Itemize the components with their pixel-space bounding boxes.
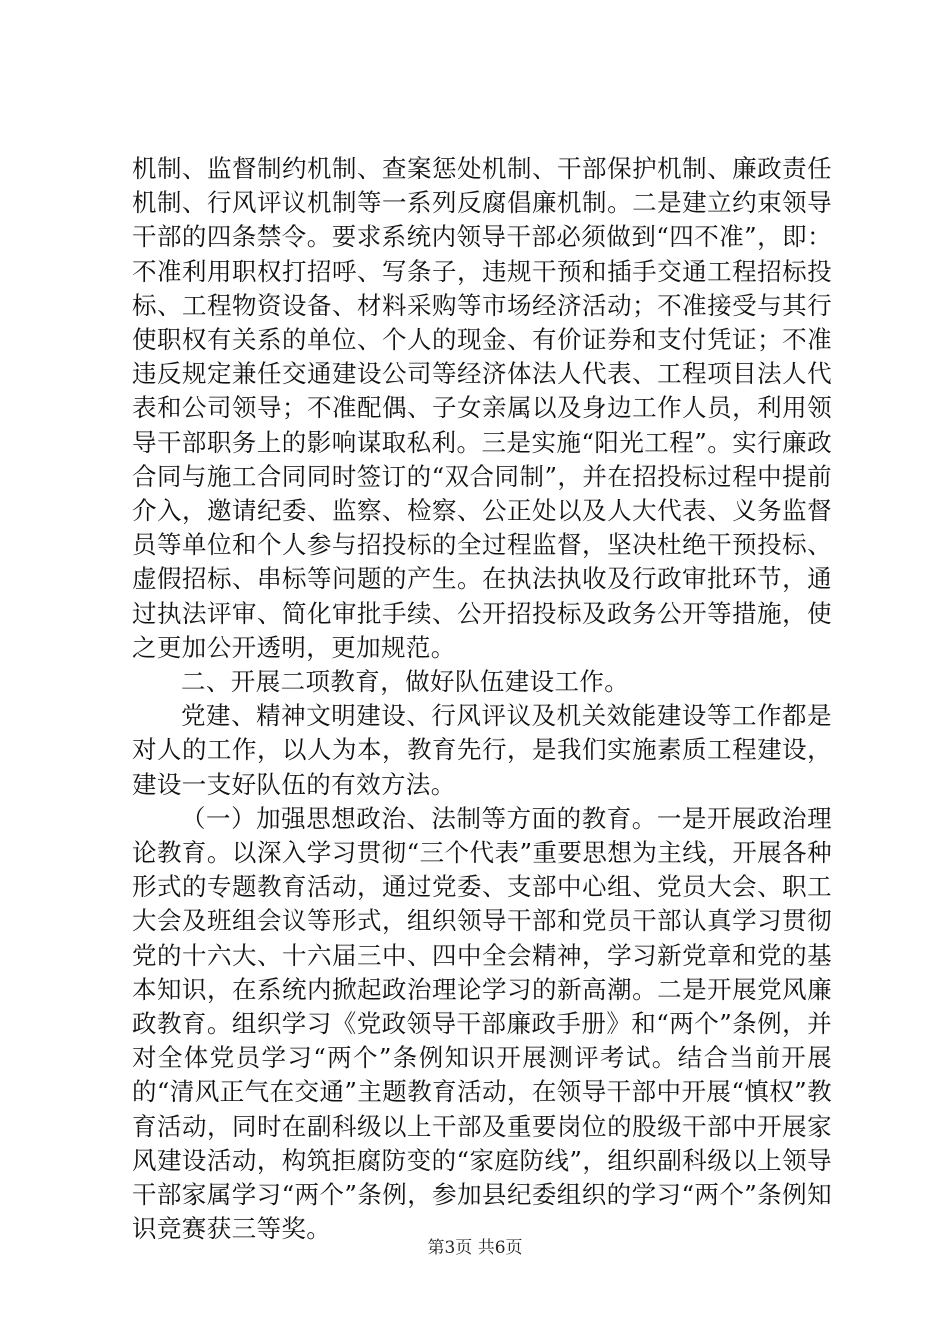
- document-body: [132, 152, 832, 1247]
- paragraph-education-first: 党建、精神文明建设、行风评议及机关效能建设等工作都是对人的工作，以人为本，教育先行，是我们实施素质工程建设，建设一支好队伍的有效方法。: [132, 701, 832, 799]
- paragraph-political-education: （一）加强思想政治、法制等方面的教育。一是开展政治理论教育。以深入学习贯彻“三个代表”重要思想为主线，开展各种形式的专题教育活动，通过党委、支部中心组、党员大会、职工大会及班组会议等形式，组织领导干部和党员干部认真学习贯彻党的十六大、十六届三中、四中全会精神，学习新党章和党的基本知识，在系统内掀起政治理论学习的新高潮。二是开展党风廉政教育。组织学习《党政领导干部廉政手册》和“两个”条例，并对全体党员学习“两个”条例知识开展测评考试。结合当前开展的“清风正气在交通”主题教育活动，在领导干部中开展“慎权”教育活动，同时在副科级以上干部及重要岗位的股级干部中开展家风建设活动，构筑拒腐防变的“家庭防线”，组织副科级以上领导干部家属学习“两个”条例，参加县纪委组织的学习“两个”条例知识竞赛获三等奖。: [132, 803, 832, 1244]
- page-number-footer: 第3页 共6页: [427, 1238, 523, 1258]
- paragraph-anti-corruption-mechanisms: 机制、监督制约机制、查案惩处机制、干部保护机制、廉政责任机制、行风评议机制等一系列反腐倡廉机制。二是建立约束领导干部的四条禁令。要求系统内领导干部必须做到“四不准”，即：不准利用职权打招呼、写条子，违规干预和插手交通工程招标投标、工程物资设备、材料采购等市场经济活动；不准接受与其行使职权有关系的单位、个人的现金、有价证券和支付凭证；不准违反规定兼任交通建设公司等经济体法人代表、工程项目法人代表和公司领导；不准配偶、子女亲属以及身边工作人员，利用领导干部职务上的影响谋取私利。三是实施“阳光工程”。实行廉政合同与施工合同同时签订的“双合同制”，并在招投标过程中提前介入，邀请纪委、监察、检察、公正处以及人大代表、义务监督员等单位和个人参与招投标的全过程监督，坚决杜绝干预投标、虚假招标、串标等问题的产生。在执法执收及行政审批环节，通过执法评审、简化审批手续、公开招投标及政务公开等措施，使之更加公开透明，更加规范。: [132, 154, 832, 662]
- section-heading-two-educations: 二、开展二项教育，做好队伍建设工作。: [181, 667, 630, 697]
